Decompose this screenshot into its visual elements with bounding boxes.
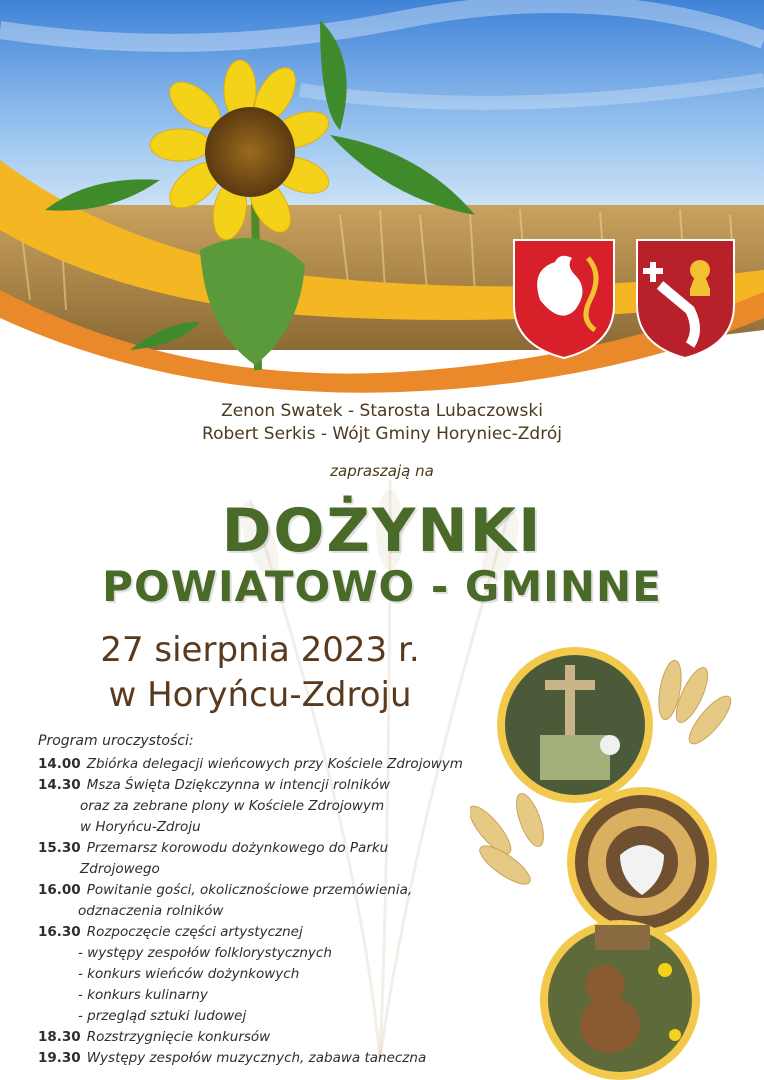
lubaczow-county-coat-of-arms — [514, 240, 614, 358]
event-date: 27 sierpnia 2023 r. — [100, 630, 420, 670]
program-time: 14.00 — [38, 756, 81, 772]
event-place: w Horyńcu-Zdroju — [108, 675, 412, 715]
program-subitem: - konkurs wieńców dożynkowych — [78, 966, 300, 982]
organizer-line-1: Zenon Swatek - Starosta Lubaczowski — [221, 401, 543, 421]
program-time: 18.30 — [38, 1029, 81, 1045]
program-time: 15.30 — [38, 840, 81, 856]
program-item-continuation: odznaczenia rolników — [78, 903, 224, 919]
horyniec-commune-coat-of-arms — [637, 240, 734, 358]
program-item: 14.00 Zbiórka delegacji wieńcowych przy Kościele Zdrojowym — [38, 756, 463, 772]
program-subitem: - konkurs kulinarny — [78, 987, 208, 1003]
program-item: 15.30 Przemarsz korowodu dożynkowego do Parku — [38, 840, 389, 856]
hero-banner — [0, 0, 764, 400]
program-item: 19.30 Występy zespołów muzycznych, zabawa taneczna — [38, 1050, 427, 1066]
program-time: 16.00 — [38, 882, 81, 898]
program-time: 19.30 — [38, 1050, 81, 1066]
program-item-continuation: w Horyńcu-Zdroju — [80, 819, 201, 835]
program-time: 16.30 — [38, 924, 81, 940]
program-item-continuation: Zdrojowego — [80, 861, 160, 877]
program-heading: Program uroczystości: — [38, 733, 194, 749]
invite-text: zapraszają na — [330, 462, 434, 480]
program-item: 16.00 Powitanie gości, okolicznościowe przemówienia, — [38, 882, 413, 898]
event-title-main: DOŻYNKI — [221, 496, 543, 566]
photo-collage — [470, 640, 764, 1080]
organizer-line-2: Robert Serkis - Wójt Gminy Horyniec-Zdrój — [202, 424, 562, 444]
program-item-continuation: oraz za zebrane plony w Kościele Zdrojowym — [80, 798, 385, 814]
program-time: 14.30 — [38, 777, 81, 793]
program-item: 14.30 Msza Święta Dziękczynna w intencji rolników — [38, 777, 391, 793]
program-subitem: - przegląd sztuki ludowej — [78, 1008, 247, 1024]
program-item: 16.30 Rozpoczęcie części artystycznej — [38, 924, 303, 940]
program-item: 18.30 Rozstrzygnięcie konkursów — [38, 1029, 271, 1045]
event-title-sub: POWIATOWO - GMINNE — [102, 562, 662, 611]
program-subitem: - występy zespołów folklorystycznych — [78, 945, 332, 961]
